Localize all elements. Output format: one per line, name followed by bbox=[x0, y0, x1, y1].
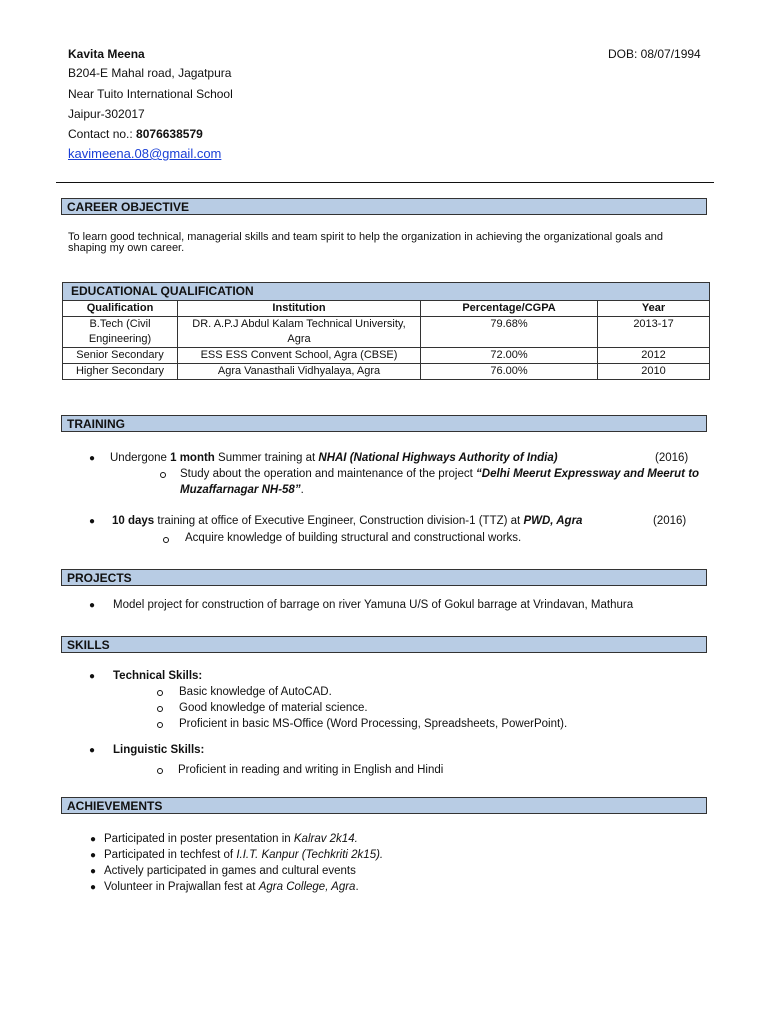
circle-bullet-icon bbox=[157, 706, 163, 712]
header-divider bbox=[56, 182, 714, 183]
table-row bbox=[63, 348, 710, 364]
bullet-icon: ● bbox=[89, 671, 96, 682]
training-1-sub-pre: Study about the operation and maintenance of the project bbox=[180, 468, 477, 480]
training-2-duration: 10 days bbox=[112, 515, 155, 527]
achievement-4-pre: Volunteer in Prajwallan fest at bbox=[104, 881, 259, 893]
bullet-icon: ● bbox=[90, 866, 97, 877]
achievement-item bbox=[104, 881, 359, 893]
circle-bullet-icon bbox=[157, 690, 163, 696]
table-row bbox=[63, 364, 710, 380]
technical-skill-item: Proficient in basic MS-Office (Word Processing, Spreadsheets, PowerPoint). bbox=[179, 718, 568, 730]
training-heading: TRAINING bbox=[61, 415, 707, 432]
skills-heading: SKILLS bbox=[61, 636, 707, 653]
achievement-2-em: I.I.T. Kanpur (Techkriti 2k15). bbox=[236, 849, 384, 861]
achievement-item bbox=[104, 833, 358, 845]
bullet-icon: ● bbox=[89, 600, 96, 611]
bullet-icon: ● bbox=[89, 453, 96, 464]
col-percentage: Percentage/CGPA bbox=[421, 301, 598, 317]
col-institution: Institution bbox=[178, 301, 421, 317]
bullet-icon: ● bbox=[89, 516, 96, 527]
technical-skill-item: Good knowledge of material science. bbox=[179, 702, 368, 714]
training-item-1 bbox=[110, 452, 558, 464]
cell-qualification: Senior Secondary bbox=[63, 348, 178, 364]
circle-bullet-icon bbox=[157, 768, 163, 774]
contact-label: Contact no.: bbox=[68, 127, 137, 141]
address-line-2: Near Tuito International School bbox=[68, 87, 233, 101]
training-1-sub-post: . bbox=[300, 484, 304, 496]
training-1-sub-line1 bbox=[180, 468, 699, 480]
cell-year: 2012 bbox=[598, 348, 710, 364]
cell-institution: ESS ESS Convent School, Agra (CBSE) bbox=[178, 348, 421, 364]
circle-bullet-icon bbox=[160, 472, 166, 478]
training-1-mid: Summer training at bbox=[214, 452, 319, 464]
training-1-year: (2016) bbox=[655, 452, 689, 464]
education-heading: EDUCATIONAL QUALIFICATION bbox=[63, 283, 710, 301]
date-of-birth: DOB: 08/07/1994 bbox=[608, 47, 701, 61]
contact-number: 8076638579 bbox=[136, 127, 203, 141]
linguistic-skills-label: Linguistic Skills: bbox=[113, 744, 205, 756]
bullet-icon: ● bbox=[90, 834, 97, 845]
achievement-4-em: Agra College, Agra bbox=[258, 881, 356, 893]
col-qualification: Qualification bbox=[63, 301, 178, 317]
address-line-3: Jaipur-302017 bbox=[68, 107, 145, 121]
education-table bbox=[62, 282, 710, 380]
training-1-project-line2: Muzaffarnagar NH-58” bbox=[180, 484, 301, 496]
training-1-sub-line2 bbox=[180, 484, 304, 496]
email-link[interactable]: kavimeena.08@gmail.com bbox=[68, 146, 222, 161]
cell-percentage: 76.00% bbox=[421, 364, 598, 380]
col-year: Year bbox=[598, 301, 710, 317]
cell-qualification: Higher Secondary bbox=[63, 364, 178, 380]
training-2-org: PWD, Agra bbox=[523, 515, 583, 527]
achievement-item: Actively participated in games and cultural events bbox=[104, 865, 356, 877]
project-item: Model project for construction of barrage on river Yamuna U/S of Gokul barrage at Vrindavan, Mathura bbox=[113, 599, 634, 611]
bullet-icon: ● bbox=[89, 745, 96, 756]
training-1-duration: 1 month bbox=[170, 452, 215, 464]
table-row bbox=[63, 317, 710, 348]
address-line-1: B204-E Mahal road, Jagatpura bbox=[68, 66, 232, 80]
cell-year: 2010 bbox=[598, 364, 710, 380]
cell-percentage: 79.68% bbox=[421, 317, 598, 348]
achievement-item bbox=[104, 849, 383, 861]
circle-bullet-icon bbox=[163, 537, 169, 543]
cell-institution: Agra Vanasthali Vidhyalaya, Agra bbox=[178, 364, 421, 380]
technical-skill-item: Basic knowledge of AutoCAD. bbox=[179, 686, 332, 698]
achievement-4-post: . bbox=[355, 881, 359, 893]
candidate-name: Kavita Meena bbox=[68, 47, 145, 61]
bullet-icon: ● bbox=[90, 882, 97, 893]
training-2-year: (2016) bbox=[653, 515, 687, 527]
technical-skills-label: Technical Skills: bbox=[113, 670, 203, 682]
training-1-org: NHAI (National Highways Authority of India) bbox=[318, 452, 558, 464]
achievement-2-pre: Participated in techfest of bbox=[104, 849, 237, 861]
linguistic-skill-item: Proficient in reading and writing in English and Hindi bbox=[178, 764, 444, 776]
achievements-heading: ACHIEVEMENTS bbox=[61, 797, 707, 814]
training-1-project-line1: “Delhi Meerut Expressway and Meerut to bbox=[476, 468, 700, 480]
contact-line bbox=[68, 127, 203, 141]
training-2-mid: training at office of Executive Engineer, Construction division-1 (TTZ) at bbox=[154, 515, 524, 527]
training-1-pre: Undergone bbox=[110, 452, 171, 464]
bullet-icon: ● bbox=[90, 850, 97, 861]
achievement-1-em: Kalrav 2k14. bbox=[293, 833, 358, 845]
cell-percentage: 72.00% bbox=[421, 348, 598, 364]
training-item-2 bbox=[112, 515, 582, 527]
career-objective-text: To learn good technical, managerial skills and team spirit to help the organization in achieving the organizational goals and shaping my own career. bbox=[68, 231, 663, 254]
cell-year: 2013-17 bbox=[598, 317, 710, 348]
projects-heading: PROJECTS bbox=[61, 569, 707, 586]
career-objective-heading: CAREER OBJECTIVE bbox=[61, 198, 707, 215]
cell-institution: DR. A.P.J Abdul Kalam Technical University, Agra bbox=[178, 317, 421, 348]
circle-bullet-icon bbox=[157, 722, 163, 728]
training-2-sub: Acquire knowledge of building structural and constructional works. bbox=[185, 532, 522, 544]
cell-qualification: B.Tech (Civil Engineering) bbox=[63, 317, 178, 348]
achievement-1-pre: Participated in poster presentation in bbox=[104, 833, 294, 845]
